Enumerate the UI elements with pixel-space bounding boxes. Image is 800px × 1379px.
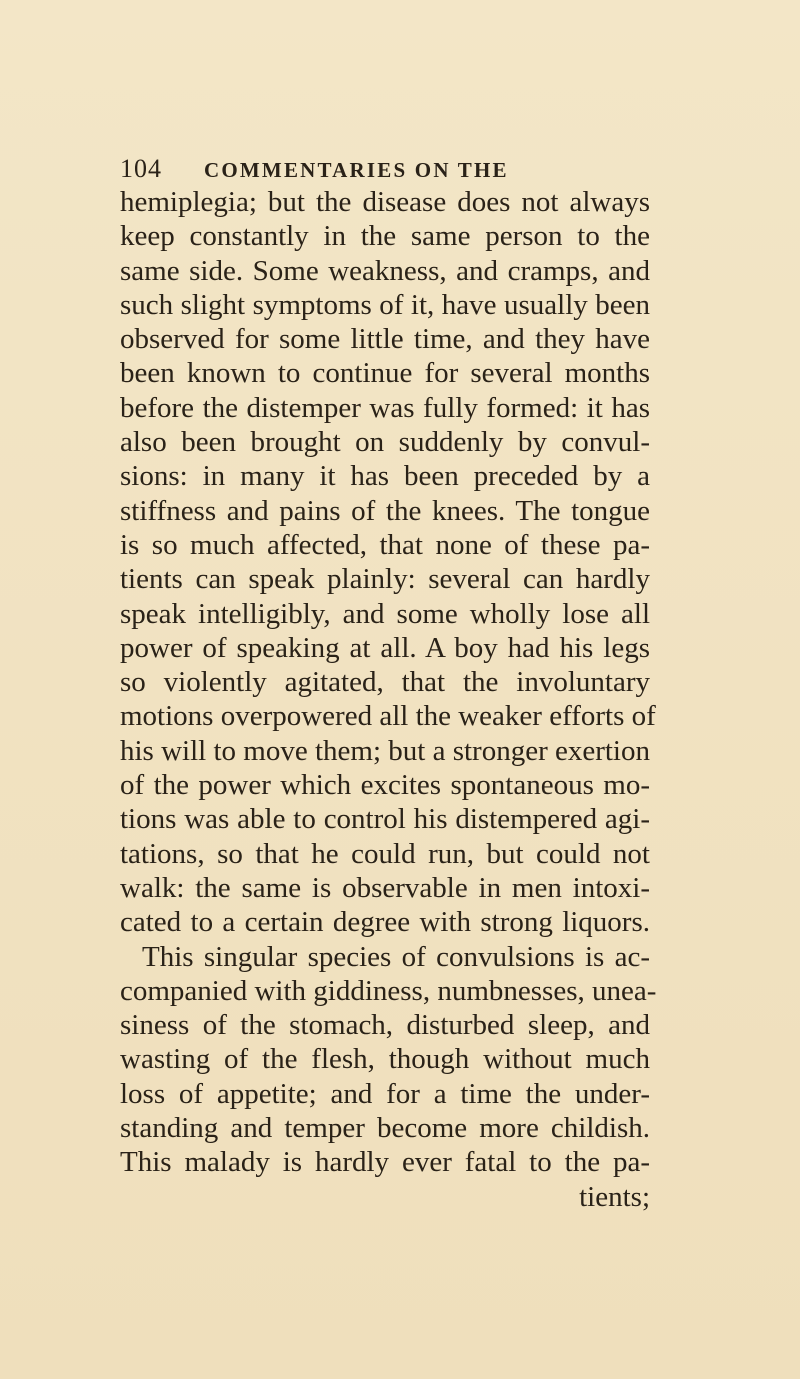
text-line: power of speaking at all. A boy had his legs xyxy=(120,631,650,664)
text-line: observed for some little time, and they have xyxy=(120,323,650,356)
text-line: wasting of the flesh, though without much xyxy=(120,1043,650,1076)
running-head: COMMENTARIES ON THE xyxy=(204,158,509,182)
text-line: been known to continue for several months xyxy=(120,357,650,390)
text-line: of the power which excites spontaneous mo- xyxy=(120,769,650,802)
text-line: before the distemper was fully formed: it has xyxy=(120,391,650,424)
text-line: tients can speak plainly: several can hardly xyxy=(120,563,650,596)
text-line: companied with giddiness, numbnesses, unea- xyxy=(120,974,657,1007)
text-line: also been brought on suddenly by convul- xyxy=(120,426,650,459)
text-line: tations, so that he could run, but could not xyxy=(120,837,650,870)
text-line: stiffness and pains of the knees. The tongue xyxy=(120,494,650,527)
text-line: tions was able to control his distempered agi- xyxy=(120,803,650,836)
text-line: walk: the same is observable in men intoxi- xyxy=(120,871,650,904)
text-line: loss of appetite; and for a time the under- xyxy=(120,1077,650,1110)
text-line: speak intelligibly, and some wholly lose all xyxy=(120,597,650,630)
text-line: standing and temper become more childish. xyxy=(120,1112,650,1145)
text-line: such slight symptoms of it, have usually been xyxy=(120,288,650,321)
paragraph-start-line: This singular species of convulsions is ac- xyxy=(142,940,650,973)
text-line: same side. Some weakness, and cramps, and xyxy=(120,254,650,287)
text-line: is so much affected, that none of these pa- xyxy=(120,528,650,561)
body-text xyxy=(120,185,657,1214)
page-number: 104 xyxy=(120,154,162,183)
page-header xyxy=(120,154,680,184)
text-line: siness of the stomach, disturbed sleep, and xyxy=(120,1009,650,1042)
text-line: so violently agitated, that the involuntary xyxy=(120,666,650,699)
text-line: cated to a certain degree with strong liquors. xyxy=(120,906,650,939)
text-line: keep constantly in the same person to the xyxy=(120,220,650,253)
catchword-line: tients; xyxy=(579,1180,650,1213)
text-line: sions: in many it has been preceded by a xyxy=(120,460,650,493)
text-line: his will to move them; but a stronger exertion xyxy=(120,734,650,767)
text-line: motions overpowered all the weaker efforts of xyxy=(120,700,656,733)
text-line: This malady is hardly ever fatal to the pa- xyxy=(120,1146,650,1179)
text-line: hemiplegia; but the disease does not always xyxy=(120,186,650,218)
